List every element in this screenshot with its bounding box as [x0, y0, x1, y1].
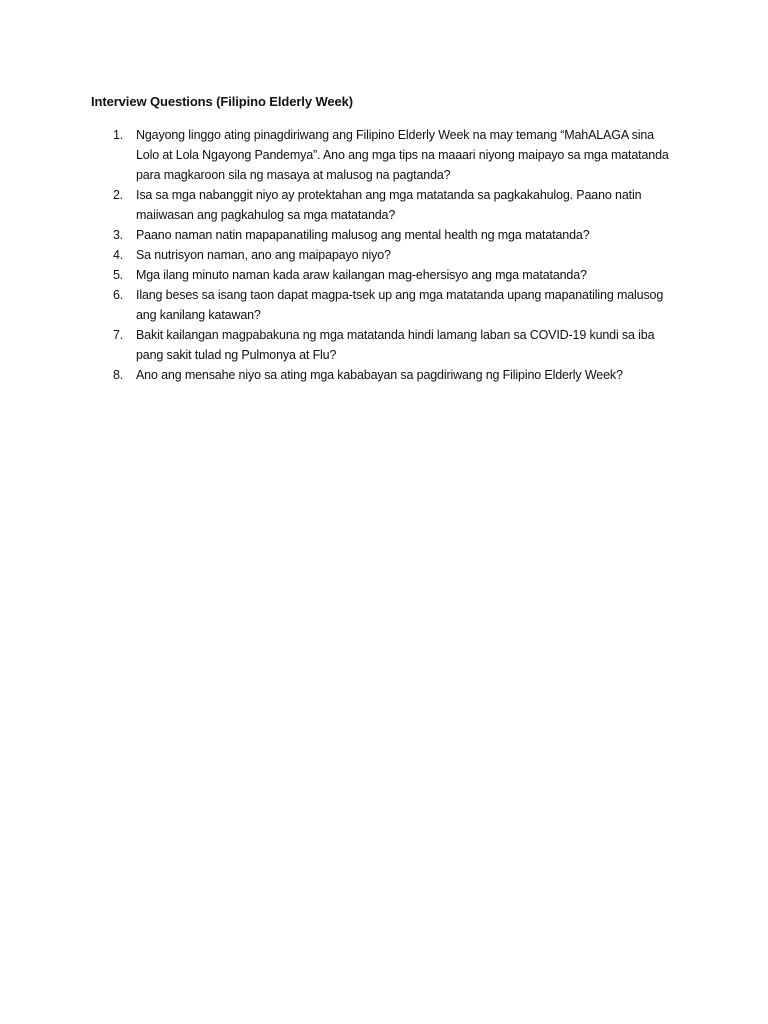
question-text: Isa sa mga nabanggit niyo ay protektahan ang mga matatanda sa pagkakahulog. Paano natin maiiwasan ang pagkahulog sa mga matatanda?	[136, 188, 642, 222]
question-text: Ngayong linggo ating pinagdiriwang ang Filipino Elderly Week na may temang “MahALAGA sina Lolo at Lola Ngayong Pandemya”. Ano ang mga tips na maaari niyong maipayo sa mga matatanda para magkaroon sila ng masaya at malusog na pagtanda?	[136, 128, 669, 182]
question-item	[0, 125, 676, 185]
document-title: Interview Questions (Filipino Elderly Week)	[91, 94, 354, 109]
question-number: 8.	[113, 368, 124, 382]
question-item	[0, 265, 676, 285]
question-item	[0, 225, 676, 245]
question-text: Bakit kailangan magpabakuna ng mga matatanda hindi lamang laban sa COVID-19 kundi sa iba pang sakit tulad ng Pulmonya at Flu?	[136, 328, 655, 362]
question-text: Sa nutrisyon naman, ano ang maipapayo niyo?	[136, 248, 391, 262]
question-number: 7.	[113, 328, 124, 342]
question-item	[0, 285, 676, 325]
question-item	[0, 245, 676, 265]
question-number: 5.	[113, 268, 124, 282]
question-text: Ano ang mensahe niyo sa ating mga kababayan sa pagdiriwang ng Filipino Elderly Week?	[136, 368, 623, 382]
question-item	[0, 185, 676, 225]
question-item	[0, 365, 676, 385]
question-item	[0, 325, 676, 365]
question-number: 2.	[113, 188, 124, 202]
question-number: 6.	[113, 288, 124, 302]
question-list	[0, 125, 768, 385]
question-number: 4.	[113, 248, 124, 262]
question-number: 3.	[113, 228, 124, 242]
question-number: 1.	[113, 128, 124, 142]
question-text: Ilang beses sa isang taon dapat magpa-tsek up ang mga matatanda upang mapanatiling malusog ang kanilang katawan?	[136, 288, 664, 322]
question-text: Mga ilang minuto naman kada araw kailangan mag-ehersisyo ang mga matatanda?	[136, 268, 587, 282]
question-text: Paano naman natin mapapanatiling malusog ang mental health ng mga matatanda?	[136, 228, 590, 242]
